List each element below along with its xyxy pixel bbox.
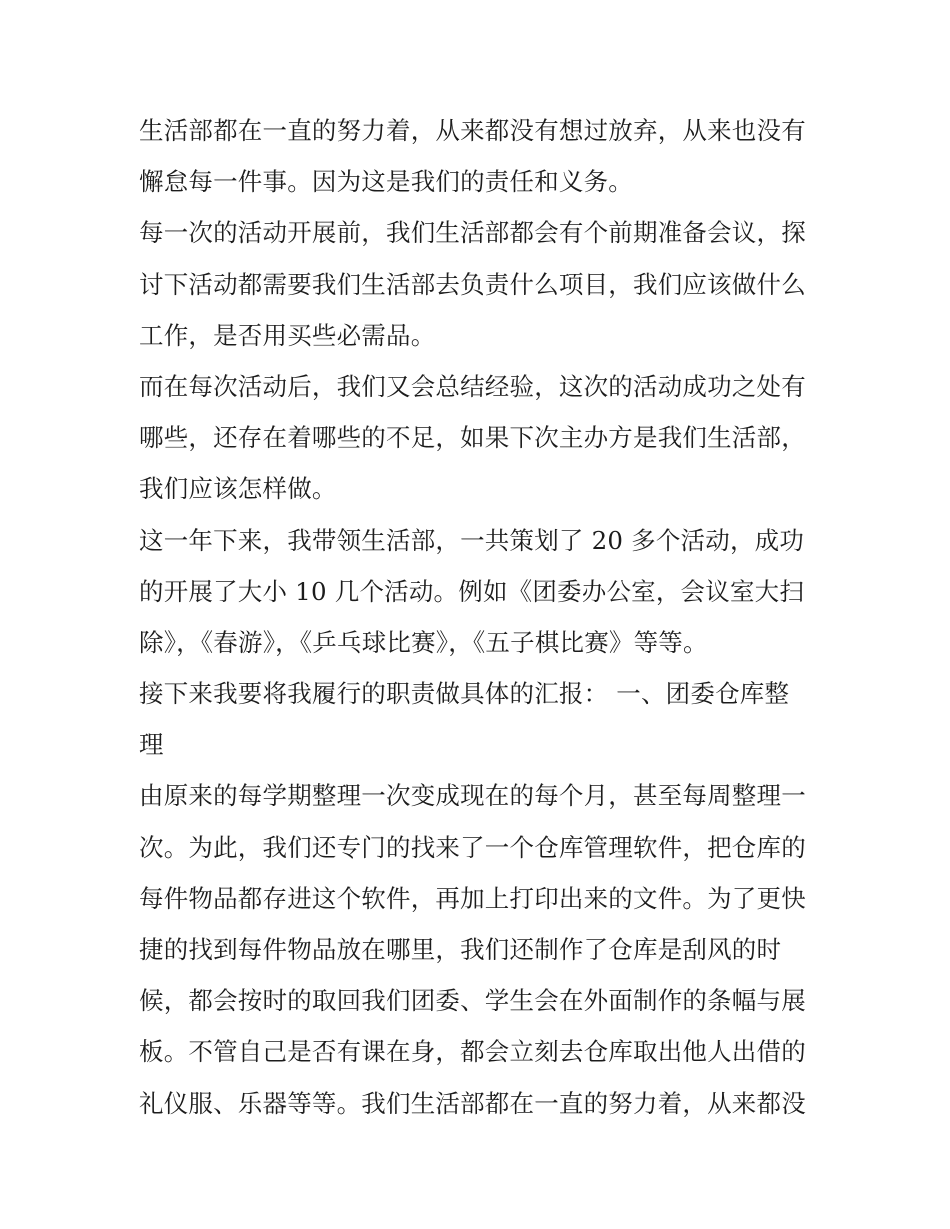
text-line: 板。不管自己是否有课在身，都会立刻去仓库取出他人出借的 bbox=[139, 1037, 806, 1067]
text-line: 除》，《春游》，《乒乓球比赛》，《五子棋比赛》等等。 bbox=[139, 627, 708, 657]
text-line: 由原来的每学期整理一次变成现在的每个月，甚至每周整理一 bbox=[139, 781, 806, 811]
text-line: 懈怠每一件事。因为这是我们的责任和义务。 bbox=[139, 167, 633, 197]
text-line: 次。为此，我们还专门的找来了一个仓库管理软件，把仓库的 bbox=[139, 832, 806, 862]
text-line: 哪些，还存在着哪些的不足，如果下次主办方是我们生活部， bbox=[139, 423, 806, 453]
text-line: 每一次的活动开展前，我们生活部都会有个前期准备会议，探 bbox=[139, 218, 806, 248]
text-line: 捷的找到每件物品放在哪里，我们还制作了仓库是刮风的时 bbox=[139, 935, 782, 964]
text-line: 礼仪服、乐器等等。我们生活部都在一直的努力着，从来都没 bbox=[139, 1088, 806, 1118]
text-line: 工作，是否用买些必需品。 bbox=[139, 320, 436, 350]
body-text bbox=[139, 105, 819, 1129]
text-line: 理 bbox=[139, 730, 164, 760]
text-line: 我们应该怎样做。 bbox=[139, 474, 337, 504]
text-line: 生活部都在一直的努力着，从来都没有想过放弃，从来也没有 bbox=[139, 116, 806, 145]
text-line: 的开展了大小 10 几个活动。例如《团委办公室，会议室大扫 bbox=[139, 576, 805, 606]
text-line: 这一年下来，我带领生活部，一共策划了 20 多个活动，成功 bbox=[139, 525, 805, 555]
text-line: 候，都会按时的取回我们团委、学生会在外面制作的条幅与展 bbox=[139, 986, 806, 1016]
text-line: 讨下活动都需要我们生活部去负责什么项目，我们应该做什么 bbox=[139, 269, 806, 299]
text-line: 每件物品都存进这个软件，再加上打印出来的文件。为了更快 bbox=[139, 883, 806, 913]
text-line: 接下来我要将我履行的职责做具体的汇报： 一、团委仓库整 bbox=[139, 679, 790, 709]
text-line: 而在每次活动后，我们又会总结经验，这次的活动成功之处有 bbox=[139, 371, 806, 401]
